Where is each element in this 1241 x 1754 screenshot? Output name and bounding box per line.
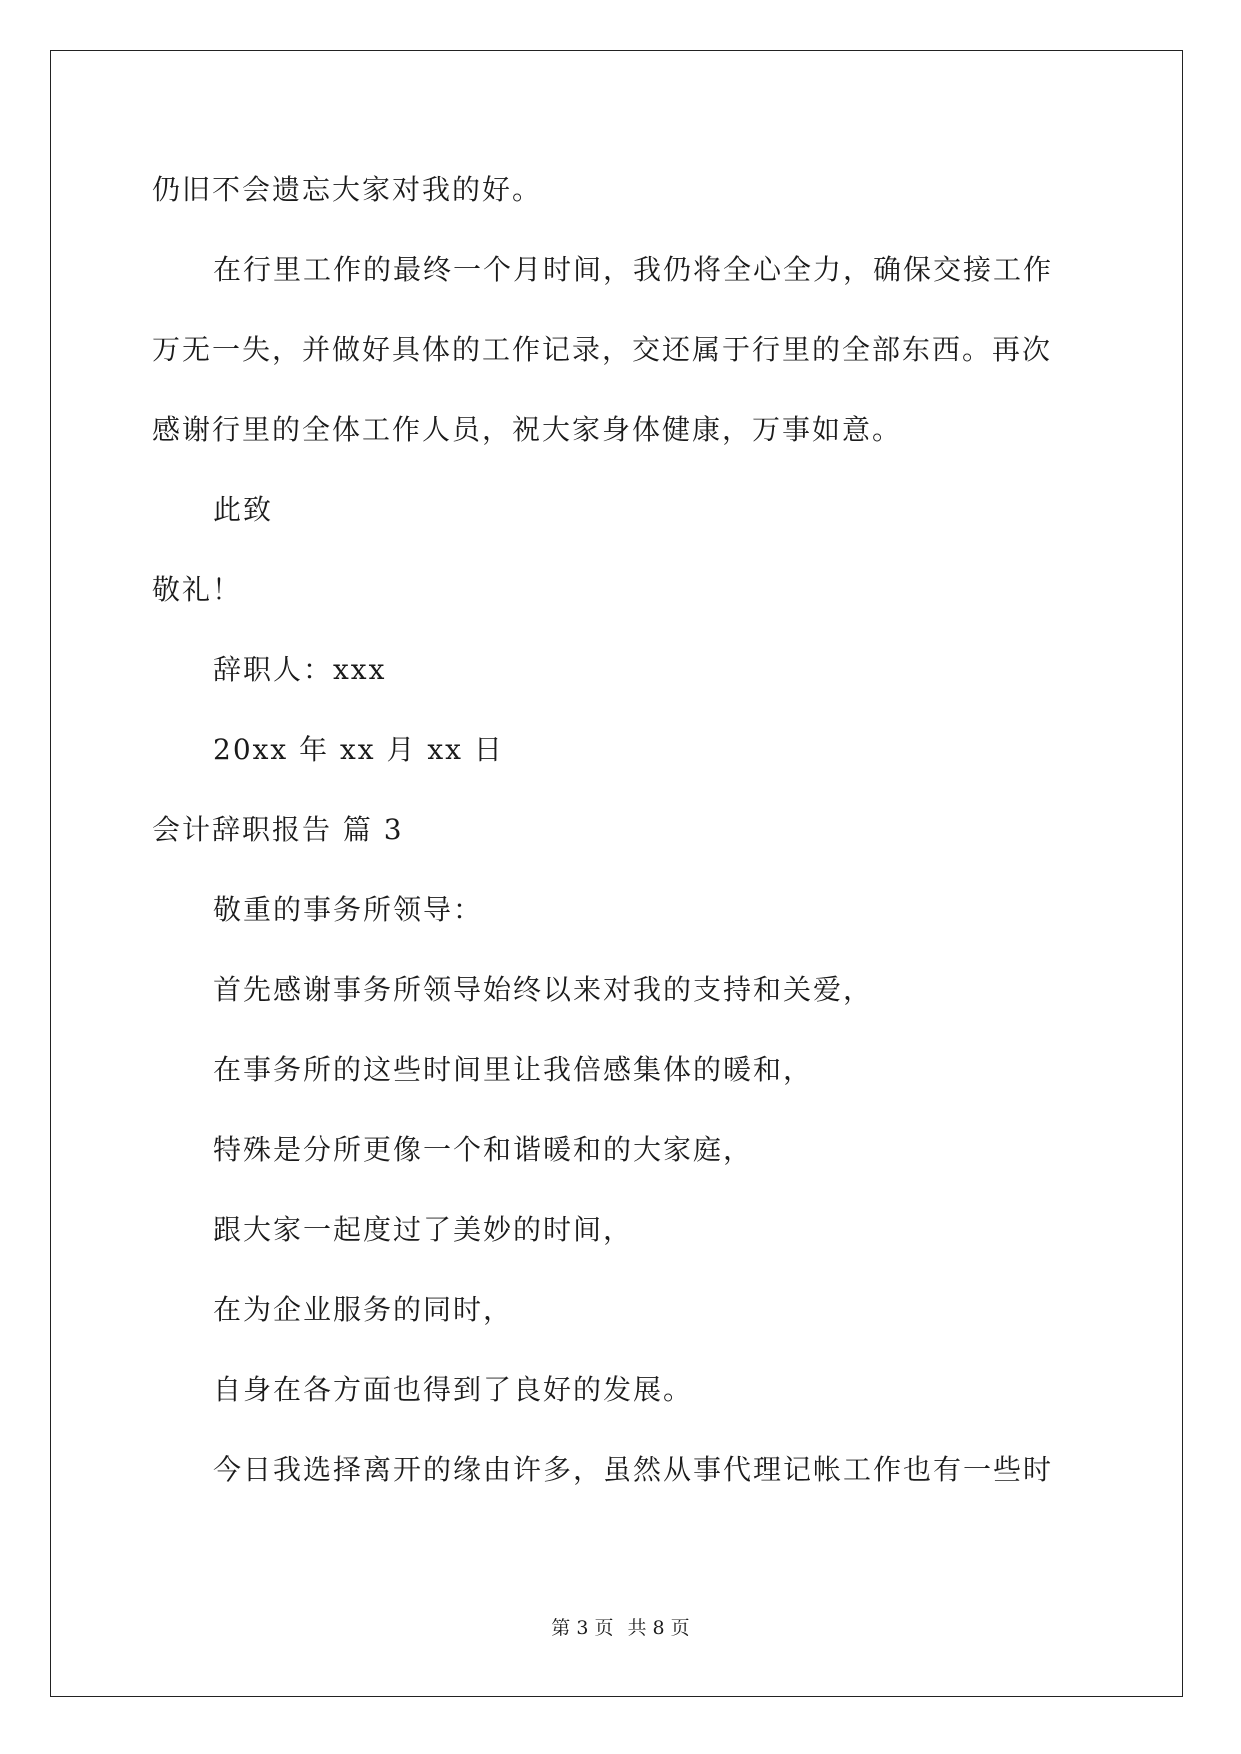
body-line: 自身在各方面也得到了良好的发展。 [213,1373,694,1406]
body-line: 特殊是分所更像一个和谐暖和的大家庭， [213,1133,754,1166]
letter-greeting: 敬重的事务所领导： [213,893,484,926]
body-line: 万无一失，并做好具体的工作记录，交还属于行里的全部东西。再次 [152,333,1053,366]
page-total: 共 8 页 [627,1617,690,1639]
page-footer [0,1616,1241,1640]
body-line: 在行里工作的最终一个月时间，我仍将全心全力，确保交接工作 [213,253,1054,286]
body-line: 在为企业服务的同时， [213,1293,514,1326]
signature-line: 辞职人：xxx [213,653,387,686]
page-number: 第 3 页 [551,1617,614,1639]
closing-salutation: 此致 [213,493,274,526]
date-line: 20xx 年 xx 月 xx 日 [213,733,504,766]
body-line: 首先感谢事务所领导始终以来对我的支持和关爱， [213,973,874,1006]
body-line: 仍旧不会遗忘大家对我的好。 [152,173,543,206]
body-line: 今日我选择离开的缘由许多，虽然从事代理记帐工作也有一些时 [213,1453,1054,1486]
body-line: 感谢行里的全体工作人员，祝大家身体健康，万事如意。 [152,413,903,446]
closing-regards: 敬礼！ [152,573,243,606]
page-border [50,50,1183,1697]
body-line: 跟大家一起度过了美妙的时间， [213,1213,634,1246]
section-heading: 会计辞职报告 篇 3 [152,813,404,846]
body-line: 在事务所的这些时间里让我倍感集体的暖和， [213,1053,814,1086]
